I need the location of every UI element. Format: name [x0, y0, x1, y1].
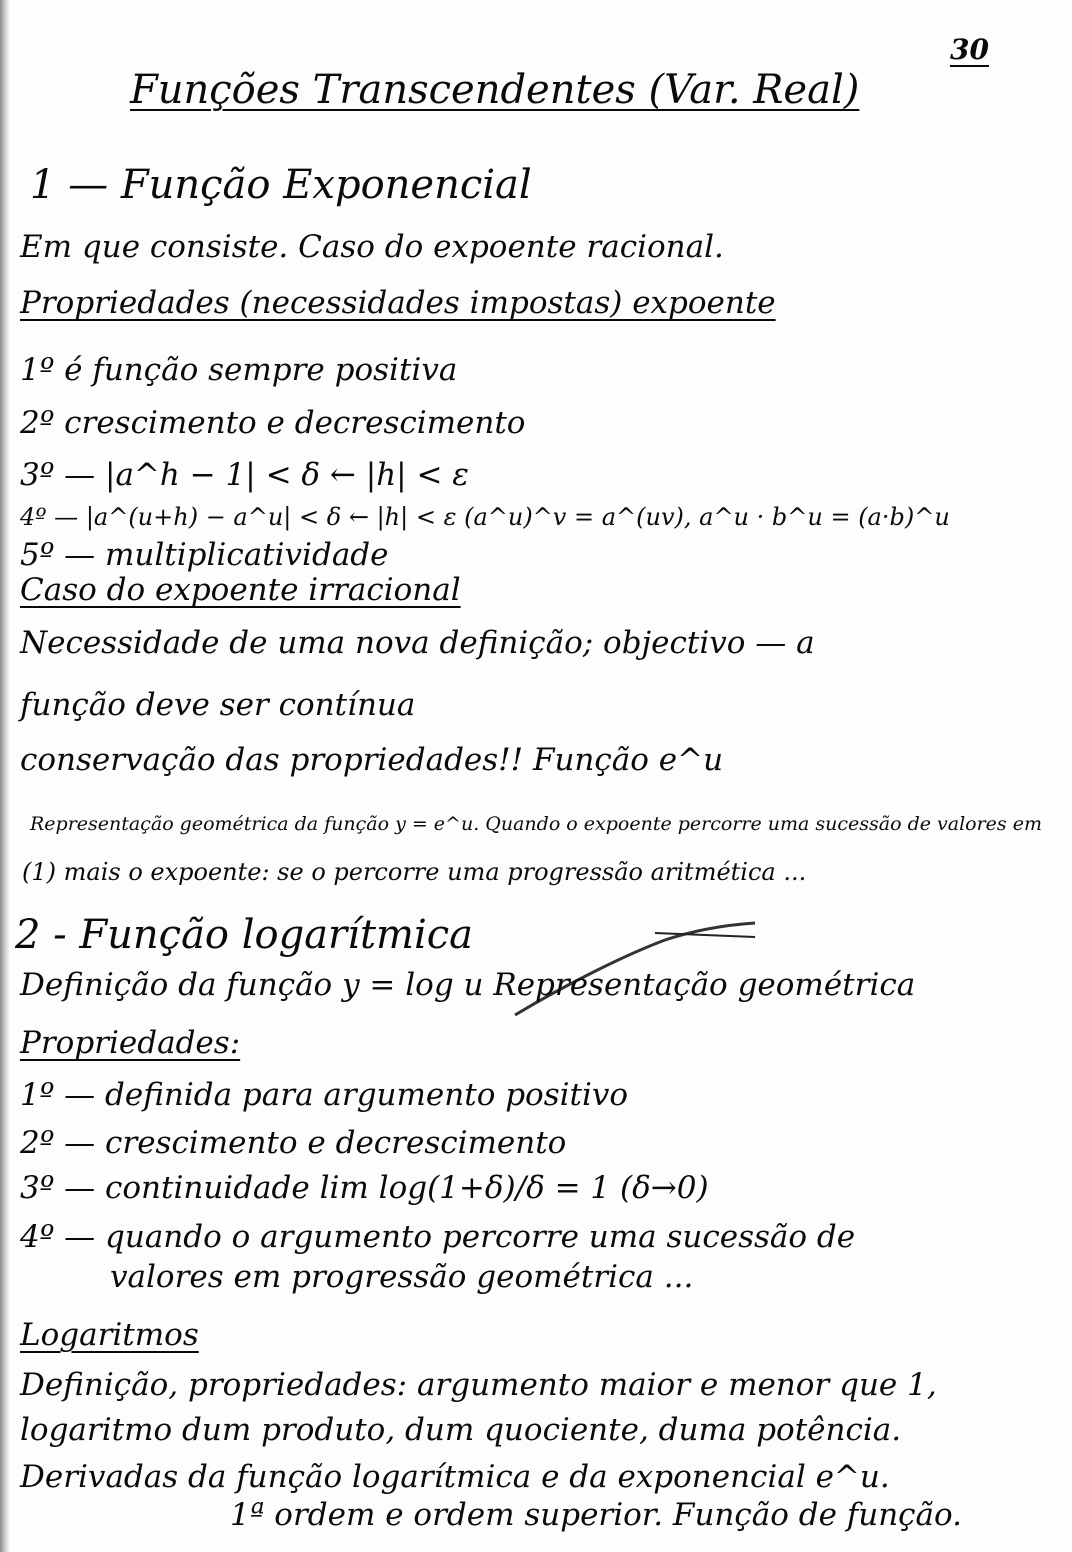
text-line: valores em progressão geométrica ... [110, 1259, 694, 1295]
text-line: Necessidade de uma nova definição; objectivo — a [20, 625, 815, 661]
text-line: 3º — |a^h − 1| < δ ← |h| < ε [20, 457, 469, 493]
text-line: logaritmo dum produto, dum quociente, duma potência. [20, 1412, 902, 1448]
text-line: 3º — continuidade lim log(1+δ)/δ = 1 (δ→0) [20, 1170, 709, 1206]
text-line: Propriedades (necessidades impostas) expoente [20, 285, 776, 321]
text-line: 1ª ordem e ordem superior. Função de função. [230, 1497, 962, 1533]
text-line: 1º — definida para argumento positivo [20, 1077, 629, 1113]
page-edge-shadow [0, 0, 10, 1552]
text-line: Propriedades: [20, 1025, 241, 1061]
text-line: Representação geométrica da função y = e^u. Quando o expoente percorre uma sucessão de valores em [30, 813, 1042, 835]
text-line: 5º — multiplicatividade [20, 537, 389, 573]
text-line: 2º — crescimento e decrescimento [20, 1125, 567, 1161]
text-line: conservação das propriedades!! Função e^u [20, 742, 724, 778]
text-line: (1) mais o expoente: se o percorre uma progressão aritmética ... [22, 858, 807, 886]
text-line: Em que consiste. Caso do expoente racional. [20, 229, 724, 265]
page-number: 30 [950, 33, 989, 66]
subheading-irrational: Caso do expoente irracional [20, 572, 461, 608]
page-title: Funções Transcendentes (Var. Real) [130, 67, 860, 113]
text-line: função deve ser contínua [20, 687, 416, 723]
section-heading-logarithmic: 2 - Função logarítmica [15, 912, 474, 958]
section-heading-logarithms: Logaritmos [20, 1317, 199, 1353]
text-line: Definição, propriedades: argumento maior e menor que 1, [20, 1367, 937, 1403]
text-line: Derivadas da função logarítmica e da exponencial e^u. [20, 1459, 890, 1495]
text-line: 4º — |a^(u+h) − a^u| < δ ← |h| < ε (a^u)^v = a^(uv), a^u · b^u = (a·b)^u [20, 503, 950, 531]
section-heading-exponential: 1 — Função Exponencial [30, 162, 532, 208]
text-line: 4º — quando o argumento percorre uma sucessão de [20, 1219, 856, 1255]
text-line: Definição da função y = log u Representação geométrica [20, 967, 916, 1003]
text-line: 2º crescimento e decrescimento [20, 405, 526, 441]
text-line: 1º é função sempre positiva [20, 352, 458, 388]
